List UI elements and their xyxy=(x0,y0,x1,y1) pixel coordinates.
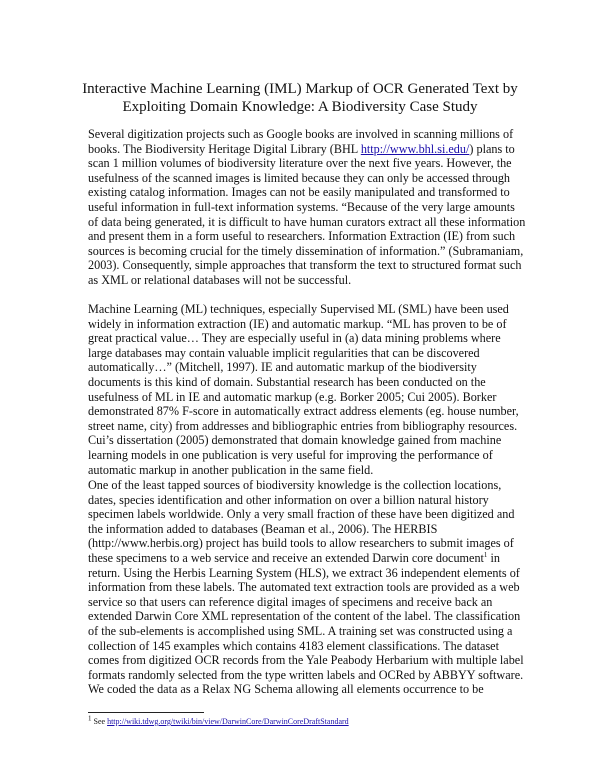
text-line: collection of 145 examples which contains 4183 element classifications. The dataset xyxy=(88,638,499,653)
text-fragment: these specimens to a web service and receive an extended Darwin core document xyxy=(88,550,484,565)
title-line-2: Exploiting Domain Knowledge: A Biodiversity Case Study xyxy=(122,99,478,115)
text-line: existing catalog information. Images can not be easily manipulated and transformed to xyxy=(88,185,510,200)
title-line-1: Interactive Machine Learning (IML) Markup of OCR Generated Text by xyxy=(82,81,518,97)
footnote-marker: 1 xyxy=(88,714,92,723)
text-line: large databases may contain valuable implicit regularities that can be discovered xyxy=(88,345,480,360)
paragraph-2 xyxy=(88,302,528,477)
paragraph-3 xyxy=(88,478,528,697)
text-line: specimen labels worldwide. Only a very small fraction of these have been digitized and xyxy=(88,507,515,522)
text-fragment: ) plans to xyxy=(469,141,515,156)
bhl-link[interactable]: http://www.bhl.si.edu/ xyxy=(360,141,470,156)
text-line: automatic markup in another publication in the same field. xyxy=(88,462,374,477)
text-line: of the sub-elements is accomplished using SML. A training set was constructed using a xyxy=(88,623,513,638)
text-line: documents is this kind of domain. Substantial research has been conducted on the xyxy=(88,374,486,389)
text-line: (http://www.herbis.org) project has build tools to allow researchers to submit images of xyxy=(88,536,514,551)
text-line: useful information in full-text information systems. “Because of the very large amounts xyxy=(88,199,515,214)
text-line: great practical value… They are especially useful in (a) data mining problems where xyxy=(88,331,501,346)
darwin-core-link[interactable]: http://wiki.tdwg.org/twiki/bin/view/DarwinCore/DarwinCoreDraftStandard xyxy=(107,717,349,726)
text-line: extended Darwin Core XML representation of the content of the label. The classification xyxy=(88,609,521,624)
paragraph-1 xyxy=(88,127,528,288)
text-line: and present them in a form useful to researchers. Information Extraction (IE) from such xyxy=(88,229,516,244)
text-line: information from these labels. The automated text extraction tools are provided as a web xyxy=(88,580,520,595)
text-line: Machine Learning (ML) techniques, especially Supervised ML (SML) have been used xyxy=(88,302,509,316)
text-line: We coded the data as a Relax NG Schema allowing all elements occurrence to be xyxy=(88,682,484,697)
text-line: demonstrated 87% F-score in automatically extract address elements (eg. house number, xyxy=(88,404,519,419)
text-line: dates, species identification and other information on over a billion natural history xyxy=(88,492,489,507)
footnote-reference: 1 xyxy=(483,550,488,559)
text-line: Several digitization projects such as Google books are involved in scanning millions of xyxy=(88,127,514,141)
text-fragment: books. The Biodiversity Heritage Digital Library (BHL xyxy=(88,141,361,156)
text-line: Cui’s dissertation (2005) demonstrated that domain knowledge gained from machine xyxy=(88,433,502,448)
text-line: return. Using the Herbis Learning System (HLS), we extract 36 independent elements of xyxy=(88,565,520,580)
document-title xyxy=(70,80,530,116)
text-line: automatically…” (Mitchell, 1997). IE and automatic markup of the biodiversity xyxy=(88,360,477,375)
text-line: formats randomly selected from the type written labels and OCRed by ABBYY software. xyxy=(88,667,524,682)
text-line xyxy=(88,142,528,157)
text-line xyxy=(88,551,528,566)
text-line: of data being generated, it is difficult to have human curators extract all these information xyxy=(88,214,526,229)
text-line: street name, city) from addresses and bibliographic entries from bibliography resources. xyxy=(88,418,518,433)
text-line: sources is becoming crucial for the timely dissemination of information.” (Subramaniam, xyxy=(88,243,524,258)
text-line: comes from digitized OCR records from the Yale Peabody Herbarium with multiple label xyxy=(88,653,524,668)
text-line: 2003). Consequently, simple approaches that transform the text to structured format such xyxy=(88,258,522,273)
footnote xyxy=(88,714,528,727)
text-line: as XML or relational databases will not be successful. xyxy=(88,272,352,287)
text-line: usefulness of ML in IE and automatic markup (e.g. Borker 2005; Cui 2005). Borker xyxy=(88,389,497,404)
footnote-divider xyxy=(88,712,204,713)
text-fragment: in xyxy=(487,550,500,565)
text-line: learning models in one publication is very useful for improving the performance of xyxy=(88,447,493,462)
text-line: scan 1 million volumes of biodiversity literature over the next five years. However, the xyxy=(88,156,512,171)
text-line: One of the least tapped sources of biodiversity knowledge is the collection locations, xyxy=(88,478,502,492)
text-line: widely in information extraction (IE) and automatic markup. “ML has proven to be of xyxy=(88,316,507,331)
text-line: service so that users can reference digital images of specimens and receive back an xyxy=(88,594,493,609)
text-line: usefulness of the scanned images is limited because they can only be accessed through xyxy=(88,170,511,185)
text-line: the information added to databases (Beaman et al., 2006). The HERBIS xyxy=(88,521,438,536)
footnote-prefix: See xyxy=(91,717,108,726)
